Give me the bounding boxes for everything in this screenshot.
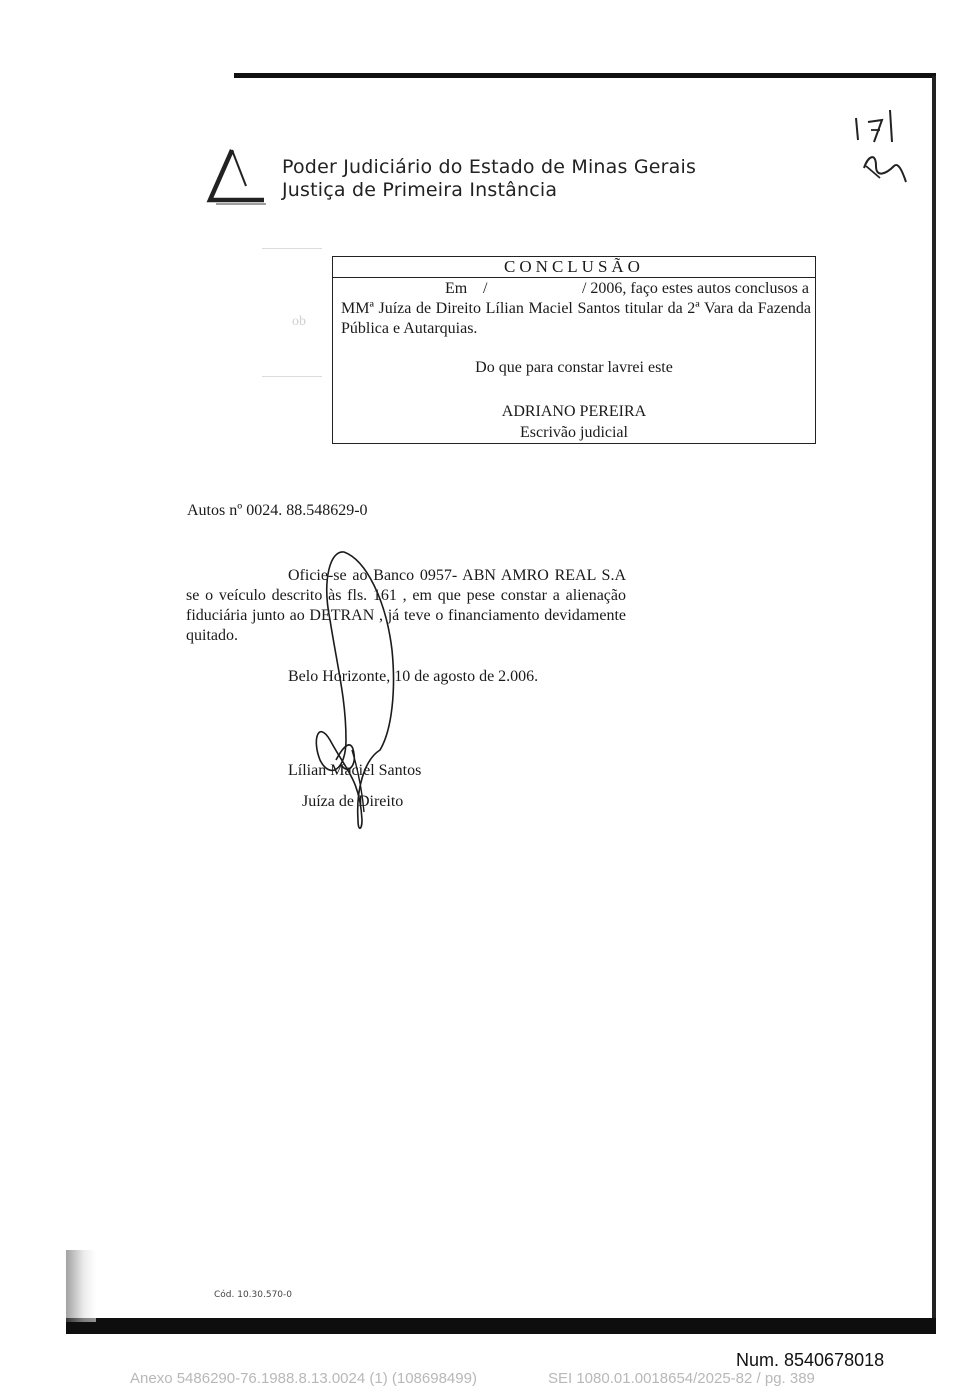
order-text: Oficie-se ao Banco 0957- ABN AMRO REAL S.A se o veículo descrito às fls. 161 , em que pese constar a alienação fiduciária junto ao DETRAN , já teve o financiamento devidamente quitado. [186,567,626,644]
judge-signature [300,540,410,840]
conclusao-em: Em [445,280,468,297]
court-name: Poder Judiciário do Estado de Minas Gerais [282,156,697,178]
judge-role: Juíza de Direito [302,793,404,810]
case-number: Autos nº 0024. 88.548629-0 [187,502,368,519]
footer-sei: SEI 1080.01.0018654/2025-82 / pg. 389 [548,1370,815,1387]
ghost-rule [262,248,322,249]
conclusao-slash: / [483,280,488,297]
court-heading [282,156,696,202]
judge-name: Lílian Maciel Santos [288,762,422,779]
court-logo-icon [206,148,268,206]
conclusao-signer [333,401,815,443]
handwritten-page-number [846,108,916,192]
court-instance: Justiça de Primeira Instância [282,179,558,201]
escrivao-name: ADRIANO PEREIRA [501,403,647,420]
conclusao-body: MMª Juíza de Direito Lílian Maciel Santos titular da 2ª Vara da Fazenda Pública e Autarquias. [341,300,811,337]
escrivao-role: Escrivão judicial [520,424,628,441]
scan-edge-bottom [66,1318,936,1334]
scan-fold-shadow [66,1250,96,1322]
ghost-mark: ob [292,314,306,329]
document-number: Num. 8540678018 [736,1350,885,1370]
footer-annex: Anexo 5486290-76.1988.8.13.0024 (1) (108698499) [130,1370,477,1387]
conclusao-box [332,256,816,444]
ghost-rule [262,376,322,377]
conclusao-title: CONCLUSÃO [333,257,815,278]
scan-edge-right [932,76,936,1334]
conclusao-constar: Do que para constar lavrei este [475,359,673,376]
scan-edge-top [234,73,936,78]
conclusao-line1: / 2006, faço estes autos conclusos a [581,280,809,297]
order-date: Belo Horizonte, 10 de agosto de 2.006. [288,668,539,685]
form-code: Cód. 10.30.570-0 [214,1290,293,1300]
